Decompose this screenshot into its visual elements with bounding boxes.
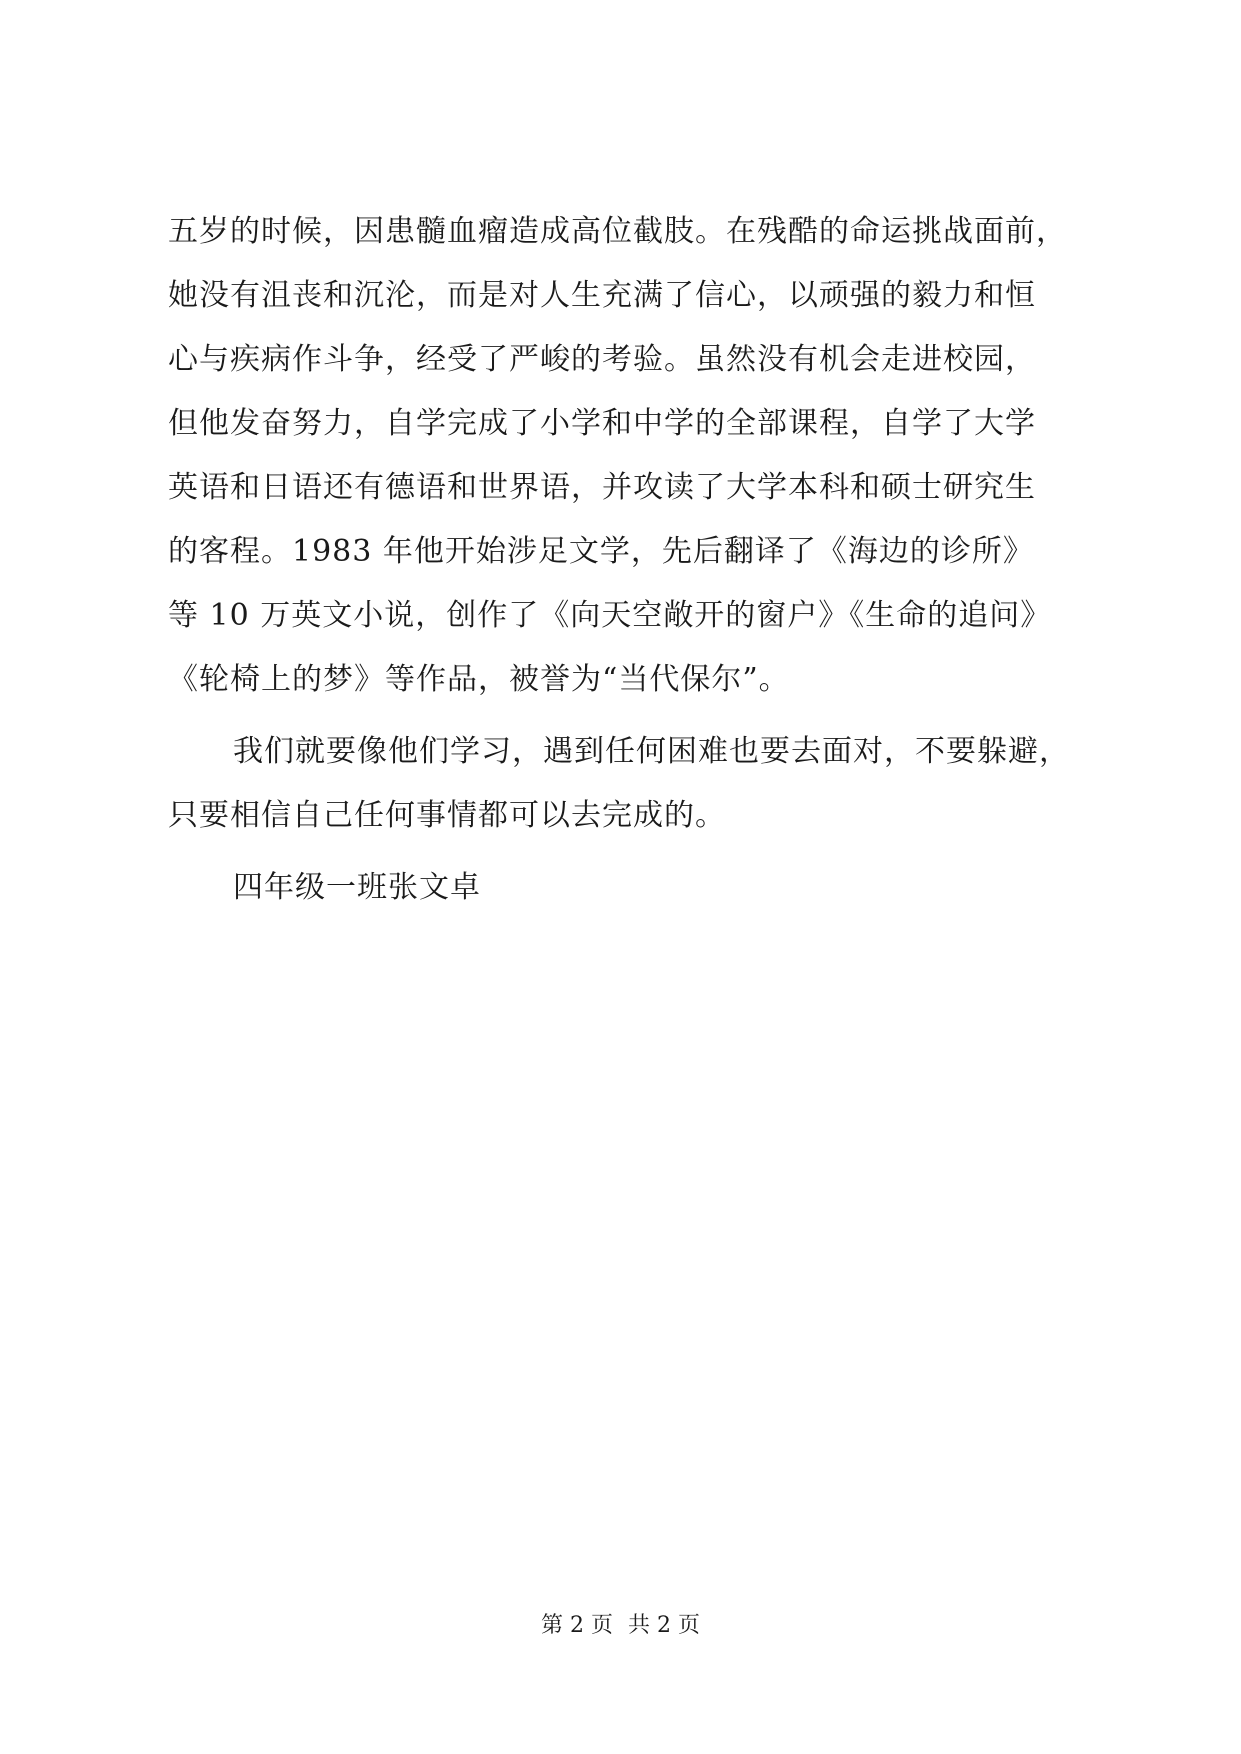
page-total: 共 2 页 [628,1613,700,1638]
page-number: 第 2 页 [541,1613,613,1638]
paragraph-line: 《轮椅上的梦》等作品，被誉为“当代保尔”。 [168,662,790,697]
paragraph-line: 她没有沮丧和沉沦，而是对人生充满了信心，以顽强的毅力和恒 [168,278,1036,313]
paragraph-line: 心与疾病作斗争，经受了严峻的考验。虽然没有机会走进校园， [168,342,1036,377]
paragraph-line: 英语和日语还有德语和世界语，并攻读了大学本科和硕士研究生 [168,470,1036,505]
paragraph-line: 但他发奋努力，自学完成了小学和中学的全部课程，自学了大学 [168,406,1036,441]
paragraph-line: 我们就要像他们学习，遇到任何困难也要去面对，不要躲避， [233,734,1070,769]
paragraph-line: 五岁的时候，因患髓血瘤造成高位截肢。在残酷的命运挑战面前， [168,214,1067,249]
signature: 四年级一班张文卓 [233,870,481,905]
paragraph-line: 的客程。1983 年他开始涉足文学，先后翻译了《海边的诊所》 [168,534,1034,569]
page-footer [0,1611,1241,1641]
paragraph-line: 只要相信自己任何事情都可以去完成的。 [168,798,726,833]
paragraph-line: 等 10 万英文小说，创作了《向天空敞开的窗户》《生命的追问》 [168,598,1052,633]
